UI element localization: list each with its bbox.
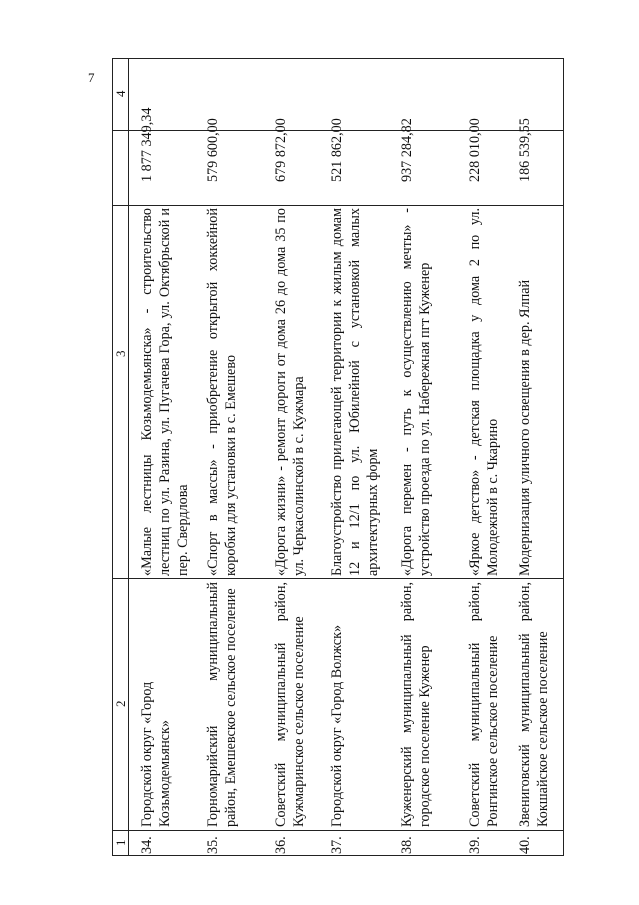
row-project: «Спорт в массы» - приобретение открытой хоккейной коробки для установки в с. Емешево — [205, 208, 239, 576]
row-project: Модернизация уличного освещения в дер. Ялпай — [517, 279, 533, 576]
row-amount: 186 539,55 — [517, 118, 533, 182]
row-project: Благоустройство прилегающей территории к жилым домам 12 и 12/1 по ул. Юбилейной с установкой малых архитектурных форм — [329, 208, 381, 576]
row-number: 37. — [329, 836, 345, 854]
row-number: 34. — [139, 836, 155, 854]
row-amount: 228 010,00 — [467, 118, 483, 182]
row-area: Горномарийский муниципальный район, Емешевское сельское поселение — [205, 582, 239, 827]
row-area: Городской округ «Город Козьмодемьянск» — [139, 681, 173, 827]
row-amount: 521 862,00 — [329, 118, 345, 182]
row-amount: 1 877 349,34 — [139, 107, 155, 182]
row-number: 39. — [467, 836, 483, 854]
row-area: Городской округ «Город Волжск» — [329, 624, 345, 827]
row-number: 40. — [517, 836, 533, 854]
row-project: «Дорога жизни» - ремонт дороги от дома 26 до дома 35 по ул. Черкасолинской в с. Кужмара — [273, 208, 307, 576]
row-amount: 937 284,82 — [399, 118, 415, 182]
row-amount: 679 872,00 — [273, 118, 289, 182]
row-project: «Дорога перемен - путь к осуществлению мечты» - устройство проезда по ул. Набережная пгт Куженер — [399, 208, 433, 576]
row-amount: 579 600,00 — [205, 118, 221, 182]
page-number: 7 — [88, 70, 95, 85]
row-number: 36. — [273, 836, 289, 854]
header-col-2: 2 — [113, 700, 128, 708]
row-project: «Малые лестницы Козьмодемьянска» - строительство лестниц по ул. Разина, ул. Пугачева Гора, ул. Октябрьской и пер. Свердлова — [139, 208, 191, 576]
row-area: Куженерский муниципальный район, городское поселение Куженер — [399, 582, 433, 827]
header-col-3: 3 — [113, 350, 128, 358]
row-area: Советский муниципальный район, Ронгинское сельское поселение — [467, 582, 501, 827]
row-area: Звениговский муниципальный район, Кокшайское сельское поселение — [517, 582, 551, 827]
row-number: 38. — [399, 836, 415, 854]
row-number: 35. — [205, 836, 221, 854]
header-col-4: 4 — [113, 90, 128, 98]
row-area: Советский муниципальный район, Кужмаринское сельское поселение — [273, 582, 307, 827]
header-col-1: 1 — [113, 839, 128, 846]
row-project: «Яркое детство» - детская площадка у дома 2 по ул. Молодежной в с. Чкарино — [467, 208, 501, 576]
